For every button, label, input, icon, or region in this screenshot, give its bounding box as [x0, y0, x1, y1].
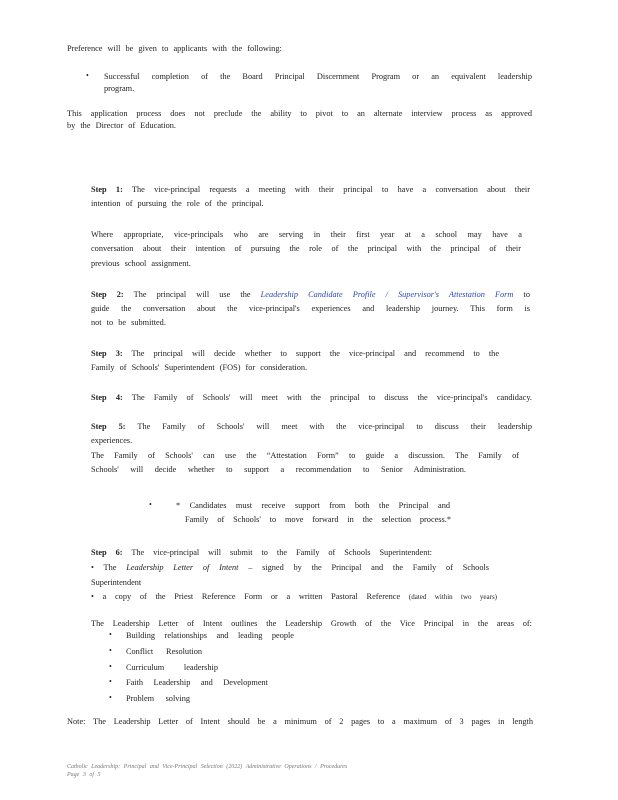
step-2-text-1: The principal will use the — [133, 290, 251, 299]
step-2-text-2: to — [523, 290, 530, 299]
application-line-2: by the Director of Education. — [67, 121, 176, 130]
step-3-label: Step 3: — [91, 349, 123, 358]
step-1-text: The vice-principal requests a meeting with their principal to have a conversation about their — [131, 185, 530, 194]
leadership-letter-of-intent: Leadership Letter of Intent — [126, 563, 239, 572]
application-line-1: This application process does not preclude the ability to pivot to an alternate interview process as approved — [67, 109, 532, 118]
step-2-line-1 — [91, 290, 530, 300]
bullet-glyph: • — [109, 677, 112, 686]
step-1-label: Step 1: — [91, 185, 123, 194]
where-line-2: conversation about their intention of pursuing the role of the principal with the principal of their — [91, 244, 521, 253]
note-line: Note: The Leadership Letter of Intent should be a minimum of 2 pages to a maximum of 3 pages in length — [67, 717, 533, 726]
step-6-bullet-a-prefix: • The — [91, 563, 117, 572]
step-1-line-2: intention of pursuing the role of the principal. — [91, 199, 264, 208]
step-4-text: The Family of Schools' will meet with the principal to discuss the vice-principal's candidacy. — [131, 393, 532, 402]
area-item: Curriculum leadership — [126, 663, 218, 672]
step-5-line-2: experiences. — [91, 436, 133, 445]
bullet-glyph: • — [109, 646, 112, 655]
step-5-text: The Family of Schools' will meet with the vice-principal to discuss their leadership — [137, 422, 532, 431]
bullet-1-line-2: program. — [104, 84, 135, 93]
step-3-text: The principal will decide whether to support the vice-principal and recommend to the — [131, 349, 499, 358]
attestation-form-link[interactable]: Leadership Candidate Profile / Supervisor's Attestation Form — [260, 290, 514, 299]
step-6-text: The vice-principal will submit to the Family of Schools Superintendent: — [131, 548, 432, 557]
area-item: Conflict Resolution — [126, 647, 202, 656]
bullet-glyph: • — [149, 500, 152, 509]
step-5-line-1 — [91, 422, 532, 432]
step-6-bullet-a-line-2: Superintendent — [91, 578, 142, 587]
area-item: Problem solving — [126, 694, 190, 703]
step-3-line-1 — [91, 349, 499, 359]
bullet-glyph: • — [109, 630, 112, 639]
step-5-label: Step 5: — [91, 422, 126, 431]
where-line-3: previous school assignment. — [91, 259, 191, 268]
area-item: Building relationships and leading people — [126, 631, 294, 640]
step-5-line-4: Schools' will decide whether to support a recommendation to Senior Administration. — [91, 465, 466, 474]
footer-line-1: Catholic Leadership: Principal and Vice-Principal Selection (2022) Administrative Operations / Procedures — [67, 764, 348, 770]
step-6-bullet-b-small: (dated within two years) — [408, 593, 498, 601]
step-3-line-2: Family of Schools' Superintendent (FOS) for consideration. — [91, 363, 308, 372]
step-6-bullet-b-text: • a copy of the Priest Reference Form or a written Pastoral Reference — [91, 592, 401, 601]
candidates-note-line-1: * Candidates must receive support from both the Principal and — [176, 501, 450, 510]
step-6-bullet-a — [91, 563, 489, 573]
footer-page-number: Page 3 of 5 — [67, 772, 101, 778]
step-2-line-2: guide the conversation about the vice-principal's experiences and leadership journey. This form is — [91, 304, 530, 313]
step-6-bullet-a-rest: – signed by the Principal and the Family of Schools — [248, 563, 490, 572]
preference-line: Preference will be given to applicants with the following: — [67, 44, 282, 53]
bullet-1-line-1: Successful completion of the Board Principal Discernment Program or an equivalent leadership — [104, 72, 532, 81]
step-6-bullet-b — [91, 592, 497, 602]
step-4-label: Step 4: — [91, 393, 123, 402]
step-4-line-1 — [91, 393, 532, 403]
bullet-glyph: • — [86, 71, 89, 80]
candidates-note-line-2: Family of Schools' to move forward in the selection process.* — [185, 515, 451, 524]
step-6-label: Step 6: — [91, 548, 123, 557]
step-2-label: Step 2: — [91, 290, 124, 299]
step-2-line-3: not to be submitted. — [91, 318, 166, 327]
area-item: Faith Leadership and Development — [126, 678, 268, 687]
step-5-line-3: The Family of Schools' can use the “Attestation Form” to guide a discussion. The Family of — [91, 451, 519, 460]
bullet-glyph: • — [109, 662, 112, 671]
bullet-glyph: • — [109, 693, 112, 702]
step-1-line-1 — [91, 185, 530, 195]
step-6-line-1 — [91, 548, 432, 558]
letter-intro-line: The Leadership Letter of Intent outlines the Leadership Growth of the Vice Principal in the areas of: — [91, 619, 532, 628]
where-line-1: Where appropriate, vice-principals who are serving in their first year at a school may have a — [91, 230, 522, 239]
